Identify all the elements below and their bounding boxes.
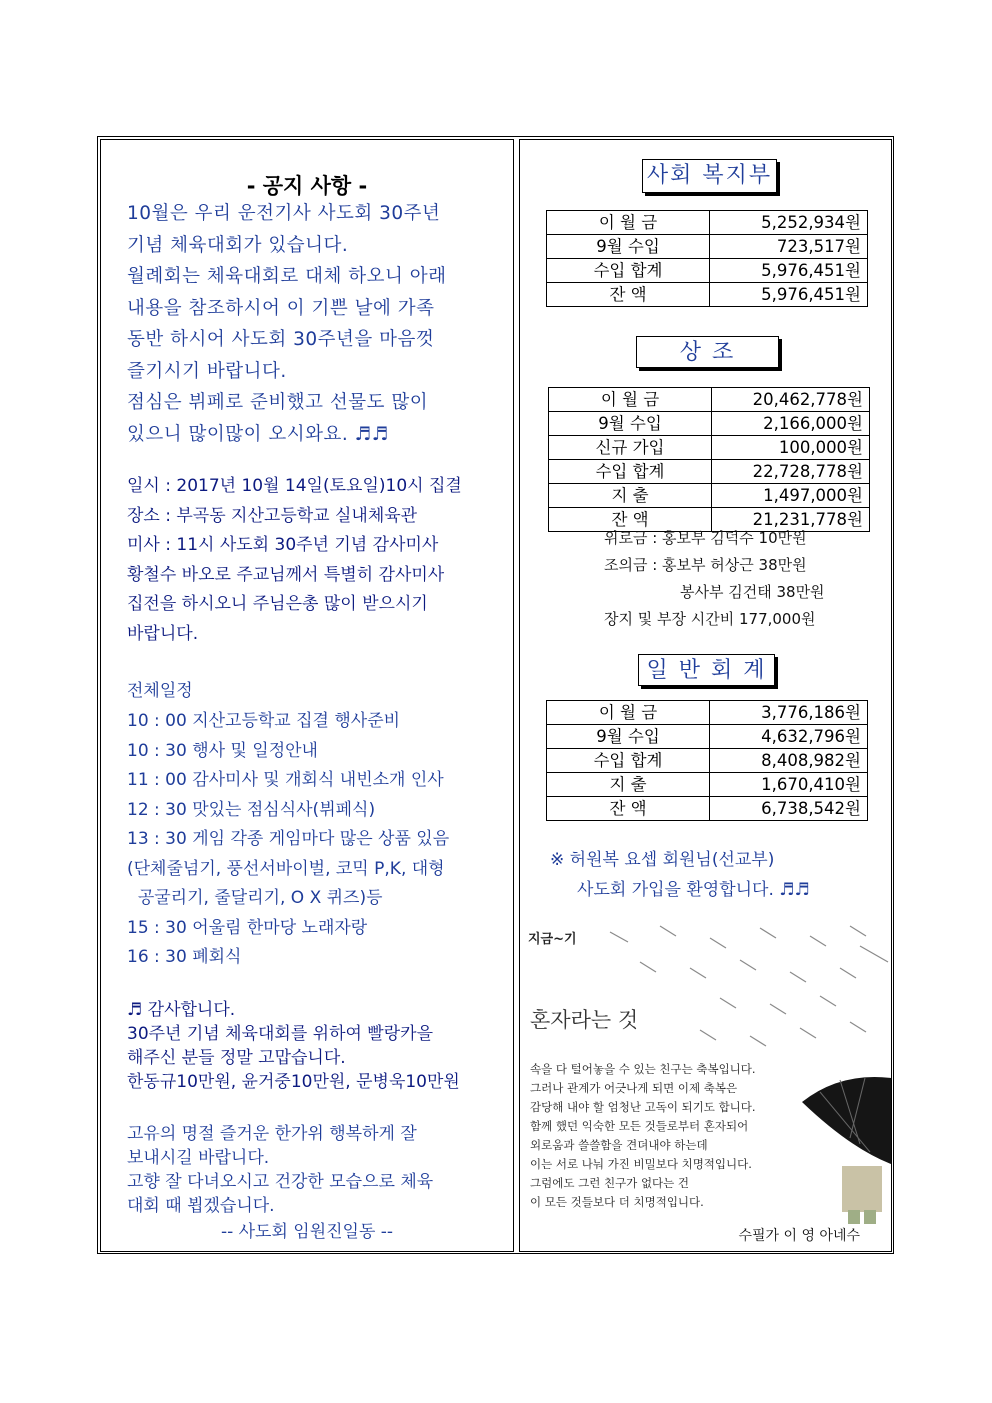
row-label: 신규 가입 bbox=[549, 436, 712, 460]
essay-title: 혼자라는 것 bbox=[530, 1008, 639, 1032]
row-label: 잔 액 bbox=[547, 283, 710, 307]
row-label: 이 월 금 bbox=[547, 701, 710, 725]
table-row bbox=[549, 388, 870, 412]
table-row bbox=[549, 484, 870, 508]
table-row bbox=[547, 725, 868, 749]
row-value: 100,000원 bbox=[712, 436, 870, 460]
row-label: 잔 액 bbox=[547, 797, 710, 821]
closing-message: 고유의 명절 즐거운 한가위 행복하게 잘 보내시길 바랍니다. 고향 잘 다녀오시고 건강한 모습으로 체육 대회 때 뵙겠습니다. bbox=[127, 1124, 434, 1216]
row-value: 5,976,451원 bbox=[710, 283, 868, 307]
essay-panel bbox=[520, 912, 891, 1251]
notice-column bbox=[100, 139, 514, 1252]
essay-tag: 지금~기 bbox=[528, 932, 577, 947]
notice-intro: 10월은 우리 운전기사 사도회 30주년 기념 체육대회가 있습니다. 월례회는 체육대회로 대체 하오니 아래 내용을 참조하시어 이 기쁜 날에 가족 동반 하시어 사도회 30주년을 마음껏 즐기시기 바랍니다. 점심은 뷔페로 준비했고 선물도 많이 있으니 많이많이 오시와요. ♬♬ bbox=[127, 203, 447, 445]
umbrella-figure bbox=[802, 1077, 891, 1224]
row-value: 6,738,542원 bbox=[710, 797, 868, 821]
note-line: 조의금 : 홍보부 허상근 38만원 bbox=[604, 556, 807, 574]
table-row bbox=[547, 773, 868, 797]
schedule-item: 10 : 00 지산고등학교 집결 행사준비 bbox=[127, 711, 401, 731]
row-value: 4,632,796원 bbox=[710, 725, 868, 749]
schedule-item: 11 : 00 감사미사 및 개회식 내빈소개 인사 bbox=[127, 770, 444, 790]
schedule-item: 16 : 30 폐회식 bbox=[127, 947, 242, 967]
essay-author: 수필가 이 영 아네수 bbox=[738, 1228, 860, 1244]
schedule-item: (단체줄넘기, 풍선서바이벌, 코믹 P,K, 대형 bbox=[127, 858, 445, 879]
row-value: 723,517원 bbox=[710, 235, 868, 259]
table-row bbox=[547, 701, 868, 725]
finance-column bbox=[519, 139, 892, 1252]
row-label: 이 월 금 bbox=[547, 211, 710, 235]
general-table bbox=[546, 700, 868, 821]
row-label: 수입 합계 bbox=[549, 460, 712, 484]
row-value: 1,670,410원 bbox=[710, 773, 868, 797]
note-line: 위로금 : 홍보부 김덕수 10만원 bbox=[604, 529, 807, 547]
schedule-item: 12 : 30 맛있는 점심식사(뷔페식) bbox=[127, 799, 376, 820]
schedule-item: 10 : 30 행사 및 일정안내 bbox=[127, 740, 318, 761]
table-row bbox=[547, 749, 868, 773]
schedule-item: 15 : 30 어울림 한마당 노래자랑 bbox=[127, 917, 368, 938]
schedule-title: 전체일정 bbox=[127, 681, 193, 701]
row-label: 잔 액 bbox=[549, 508, 712, 532]
schedule-item: 13 : 30 게임 각종 게임마다 많은 상품 있음 bbox=[127, 829, 450, 849]
welfare-table bbox=[546, 210, 868, 307]
table-row bbox=[549, 436, 870, 460]
row-label: 지 출 bbox=[549, 484, 712, 508]
table-row bbox=[547, 797, 868, 821]
table-row bbox=[547, 235, 868, 259]
row-label: 이 월 금 bbox=[549, 388, 712, 412]
welfare-title: 사회 복지부 bbox=[642, 159, 777, 193]
essay-body: 속을 다 털어놓을 수 있는 친구는 축복입니다. 그러나 관계가 어긋나게 되면 이제 축복은 감당해 내야 할 엄청난 고독이 되기도 합니다. 함께 했던 익숙한 모든 것들로부터 혼자되어 외로움과 쓸쓸함을 견뎌내야 하는데 이는 서로 나눠 가진 비밀보다 치명적입니다. 그럼에도 그런 친구가 없다는 건 이 모든 것들보다 더 치명적입니다. bbox=[530, 1062, 756, 1209]
event-details: 일시 : 2017년 10월 14일(토요일)10시 집결 장소 : 부곡동 지산고등학교 실내체육관 미사 : 11시 사도회 30주년 기념 감사미사 황철수 바오로 주교님께서 특별히 감사미사 집전을 하시오니 주님은총 많이 받으시기 바랍니다. bbox=[127, 476, 462, 644]
table-row bbox=[549, 460, 870, 484]
note-line: 장지 및 부장 시간비 177,000원 bbox=[604, 610, 816, 628]
notice-title: - 공지 사항 - bbox=[246, 174, 368, 198]
row-label: 9월 수입 bbox=[549, 412, 712, 436]
row-label: 수입 합계 bbox=[547, 749, 710, 773]
row-value: 22,728,778원 bbox=[712, 460, 870, 484]
note-line: 봉사부 김건태 38만원 bbox=[680, 583, 825, 601]
row-value: 21,231,778원 bbox=[712, 508, 870, 532]
row-value: 8,408,982원 bbox=[710, 749, 868, 773]
row-value: 1,497,000원 bbox=[712, 484, 870, 508]
row-value: 5,252,934원 bbox=[710, 211, 868, 235]
row-label: 9월 수입 bbox=[547, 235, 710, 259]
table-row bbox=[547, 211, 868, 235]
table-row bbox=[547, 259, 868, 283]
thanks-message: ♬ 감사합니다. 30주년 기념 체육대회를 위하여 빨랑카을 해주신 분들 정말 고맙습니다. 한동규10만원, 윤거중10만원, 문병욱10만원 bbox=[127, 1000, 460, 1092]
row-label: 수입 합계 bbox=[547, 259, 710, 283]
table-row bbox=[549, 412, 870, 436]
mutual-title: 상 조 bbox=[636, 336, 779, 368]
mutual-table bbox=[548, 387, 870, 532]
schedule-item: 공굴리기, 줄달리기, O X 퀴즈)등 bbox=[127, 888, 383, 908]
row-label: 지 출 bbox=[547, 773, 710, 797]
row-value: 20,462,778원 bbox=[712, 388, 870, 412]
row-value: 3,776,186원 bbox=[710, 701, 868, 725]
row-label: 9월 수입 bbox=[547, 725, 710, 749]
row-value: 2,166,000원 bbox=[712, 412, 870, 436]
welcome-message: ※ 허원복 요셉 회원님(선교부) 사도회 가입을 환영합니다. ♬♬ bbox=[550, 850, 810, 900]
row-value: 5,976,451원 bbox=[710, 259, 868, 283]
table-row bbox=[547, 283, 868, 307]
signature: -- 사도회 임원진일동 -- bbox=[220, 1222, 394, 1242]
general-title: 일 반 회 계 bbox=[638, 654, 775, 686]
